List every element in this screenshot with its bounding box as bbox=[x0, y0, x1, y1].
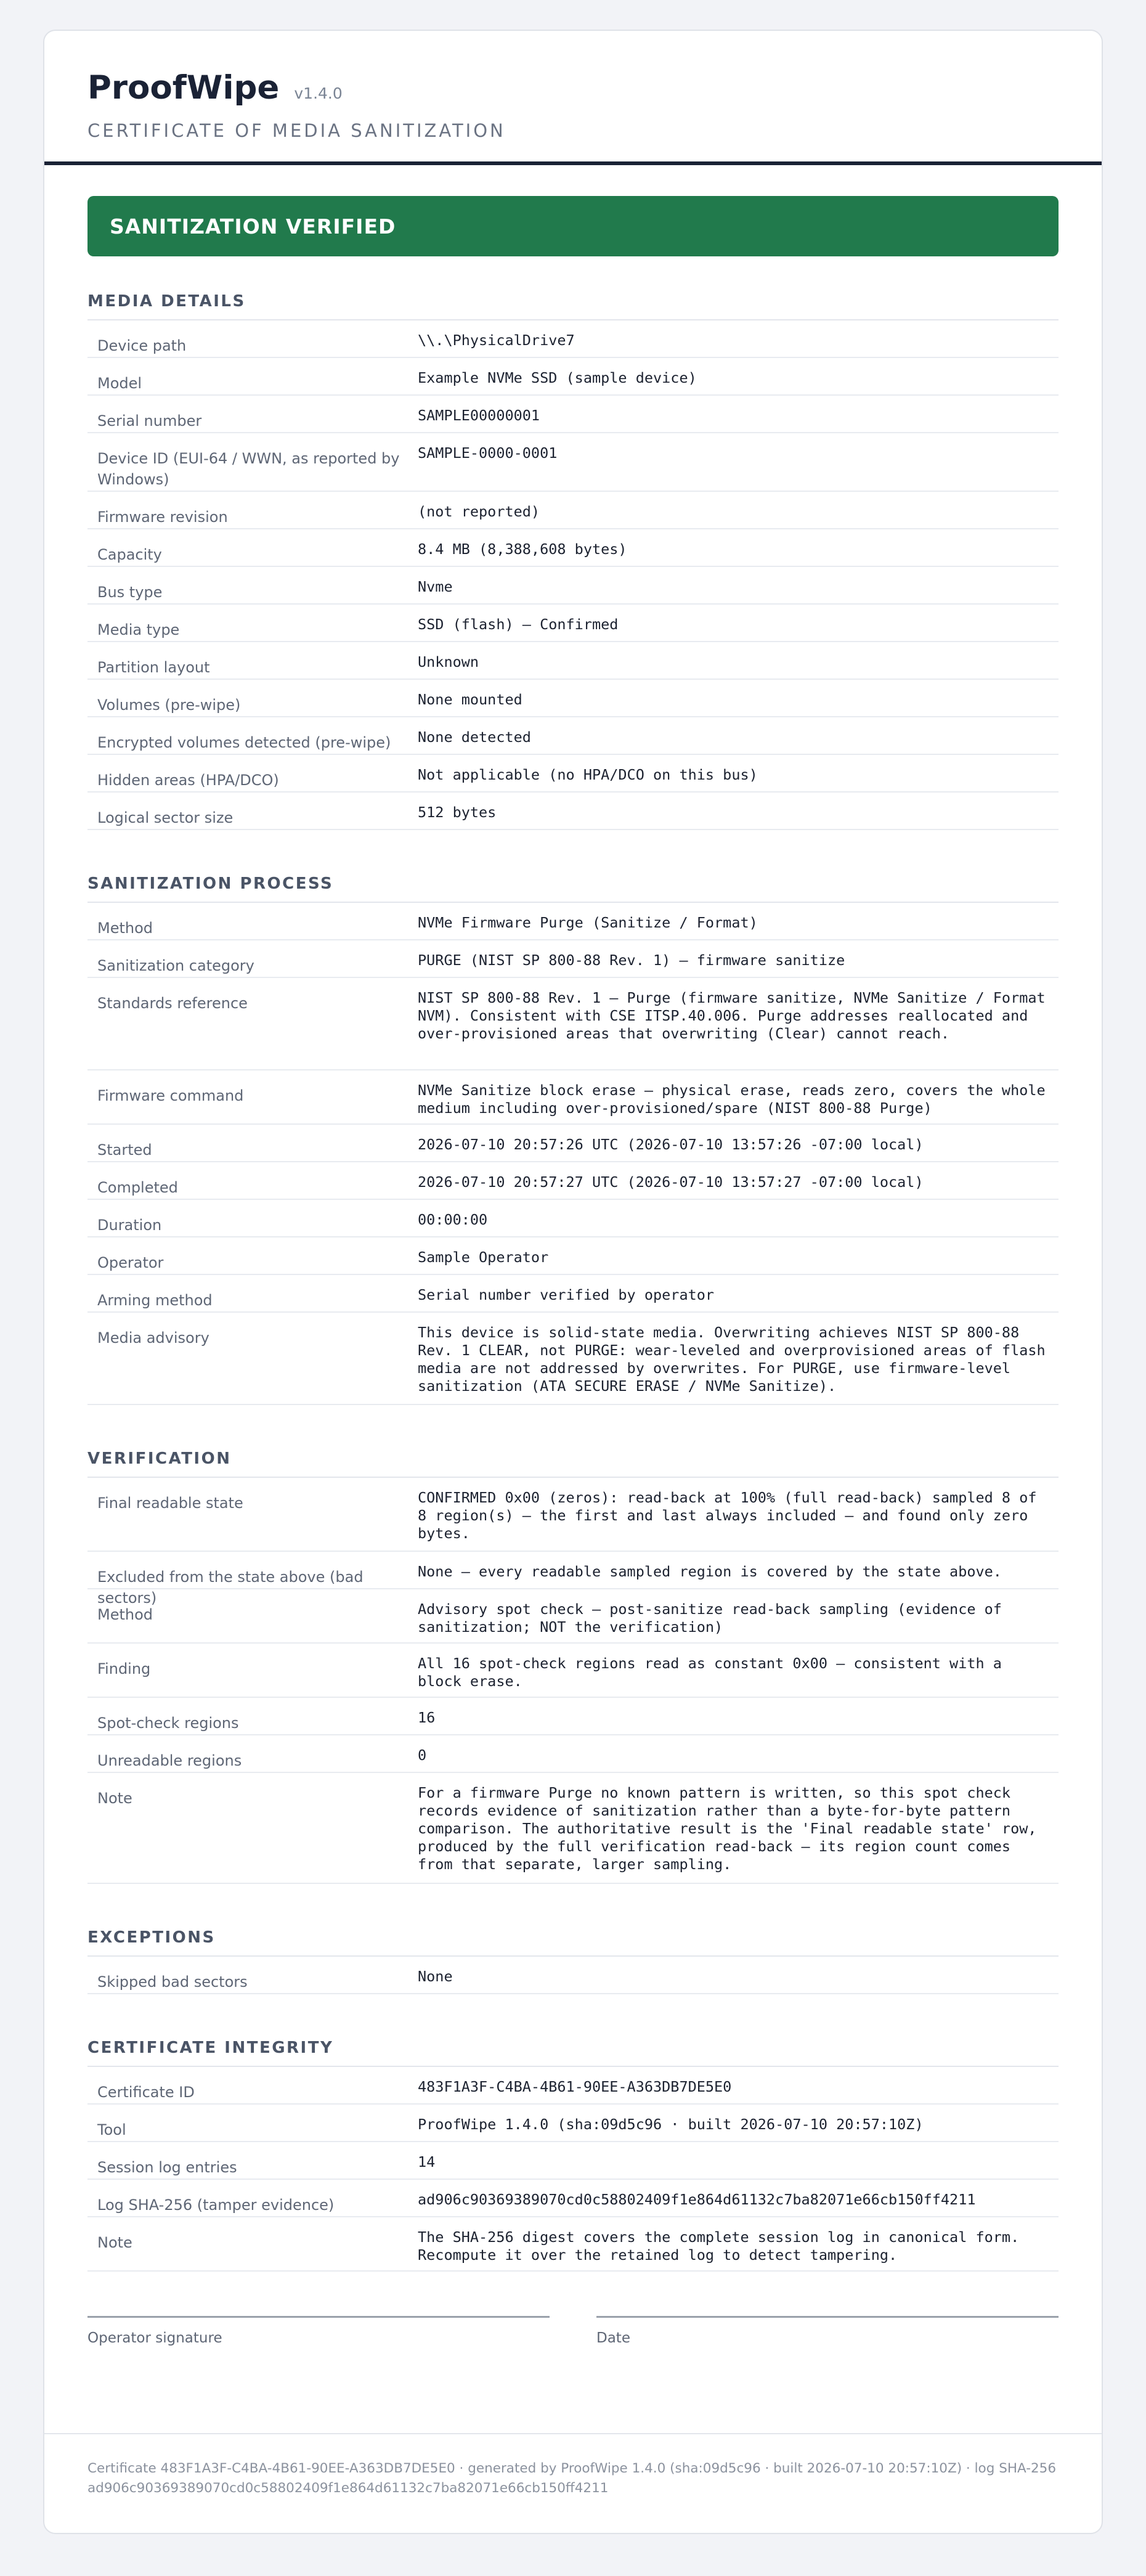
row-label: Session log entries bbox=[97, 2159, 237, 2176]
certificate-body bbox=[44, 196, 1102, 2346]
table-row bbox=[87, 1313, 1059, 1405]
row-value: (not reported) bbox=[418, 503, 540, 520]
row-value: None detected bbox=[418, 728, 531, 746]
row-label: Certificate ID bbox=[97, 2084, 195, 2101]
row-label: Note bbox=[97, 1790, 132, 1807]
row-value: Sample Operator bbox=[418, 1249, 549, 1266]
table-row bbox=[87, 1162, 1059, 1200]
row-value: None bbox=[418, 1968, 453, 1985]
section-title: MEDIA DETAILS bbox=[87, 287, 1059, 320]
row-value: 483F1A3F-C4BA-4B61-90EE-A363DB7DE5E0 bbox=[418, 2078, 732, 2095]
row-label: Method bbox=[97, 1606, 153, 1623]
row-label: Volumes (pre-wipe) bbox=[97, 696, 241, 714]
row-label: Model bbox=[97, 375, 142, 392]
row-label: Unreadable regions bbox=[97, 1752, 242, 1769]
row-label: Device ID (EUI-64 / WWN, as reported by Windows) bbox=[97, 450, 400, 488]
row-label: Note bbox=[97, 2234, 132, 2251]
row-label: Media advisory bbox=[97, 1329, 209, 1347]
row-label: Duration bbox=[97, 1217, 162, 1234]
table-row bbox=[87, 605, 1059, 642]
row-value: For a firmware Purge no known pattern is written, so this spot check records evidence of sanitization rather than a byte-for-byte pattern comparison. The authoritative result is the 'Final readable state' row, produced by the full verification read-back — its region count comes from that separate, larger sampling. bbox=[418, 1784, 1037, 1873]
row-value: ad906c90369389070cd0c58802409f1e864d61132c7ba82071e66cb150ff4211 bbox=[418, 2191, 976, 2208]
row-label: Spot-check regions bbox=[97, 1714, 239, 1732]
row-label: Tool bbox=[97, 2121, 126, 2138]
row-value: \\.\PhysicalDrive7 bbox=[418, 332, 575, 349]
row-value: 14 bbox=[418, 2153, 436, 2170]
row-label: Logical sector size bbox=[97, 809, 234, 826]
row-value: NVMe Sanitize block erase — physical erase, reads zero, covers the whole medium including over-provisioned/spare (NIST 800-88 Purge) bbox=[418, 1082, 1046, 1117]
row-value: Serial number verified by operator bbox=[418, 1286, 715, 1303]
table-row bbox=[87, 1478, 1059, 1552]
table-row bbox=[87, 358, 1059, 396]
row-label: Excluded from the state above (bad sectors) bbox=[97, 1568, 364, 1607]
row-label: Partition layout bbox=[97, 659, 210, 676]
table-row bbox=[87, 978, 1059, 1070]
table-row bbox=[87, 1957, 1059, 1994]
row-value: 0 bbox=[418, 1747, 427, 1764]
row-value: Nvme bbox=[418, 578, 453, 595]
table-row bbox=[87, 529, 1059, 567]
section-title: SANITIZATION PROCESS bbox=[87, 870, 1059, 903]
row-label: Arming method bbox=[97, 1292, 213, 1309]
row-label: Encrypted volumes detected (pre-wipe) bbox=[97, 734, 391, 751]
row-label: Serial number bbox=[97, 412, 202, 430]
row-value: 00:00:00 bbox=[418, 1211, 488, 1228]
table-row bbox=[87, 567, 1059, 605]
section-title: VERIFICATION bbox=[87, 1445, 1059, 1478]
table-row bbox=[87, 1735, 1059, 1773]
row-label: Standards reference bbox=[97, 995, 248, 1012]
table-row bbox=[87, 903, 1059, 940]
row-label: Capacity bbox=[97, 546, 162, 563]
table-row bbox=[87, 396, 1059, 433]
version-label: v1.4.0 bbox=[294, 84, 343, 102]
table-row bbox=[87, 1644, 1059, 1698]
table-row bbox=[87, 2180, 1059, 2217]
table-row bbox=[87, 2105, 1059, 2142]
certificate-header bbox=[44, 31, 1102, 165]
row-value: 512 bytes bbox=[418, 804, 497, 821]
row-value: None mounted bbox=[418, 691, 522, 708]
signature-block bbox=[87, 2316, 1059, 2346]
table-row bbox=[87, 1698, 1059, 1735]
row-value: This device is solid-state media. Overwriting achieves NIST SP 800-88 Rev. 1 CLEAR, not PURGE: wear-leveled and overprovisioned areas of flash media are not addressed by overwrites. For PURGE, use firmware-level sanitization (ATA SECURE ERASE / NVMe Sanitize). bbox=[418, 1324, 1046, 1395]
row-value: Advisory spot check — post-sanitize read-back sampling (evidence of sanitization; NOT the verification) bbox=[418, 1600, 1002, 1636]
table-row bbox=[87, 2142, 1059, 2180]
row-label: Skipped bad sectors bbox=[97, 1973, 248, 1991]
row-label: Firmware revision bbox=[97, 508, 228, 526]
section-media-details bbox=[87, 287, 1059, 830]
row-label: Finding bbox=[97, 1660, 151, 1677]
table-row bbox=[87, 1552, 1059, 1607]
row-value: SAMPLE00000001 bbox=[418, 407, 540, 424]
section-title: EXCEPTIONS bbox=[87, 1923, 1059, 1957]
row-label: Bus type bbox=[97, 584, 163, 601]
table-row bbox=[87, 1773, 1059, 1884]
row-label: Method bbox=[97, 919, 153, 937]
table-row bbox=[87, 1237, 1059, 1275]
table-row bbox=[87, 492, 1059, 529]
row-label: Started bbox=[97, 1141, 152, 1159]
row-value: SAMPLE-0000-0001 bbox=[418, 444, 558, 462]
table-row bbox=[87, 1589, 1059, 1644]
brand bbox=[87, 69, 1059, 107]
table-row bbox=[87, 433, 1059, 492]
table-row bbox=[87, 793, 1059, 830]
section-verification bbox=[87, 1445, 1059, 1884]
row-value: PURGE (NIST SP 800-88 Rev. 1) — firmware sanitize bbox=[418, 952, 845, 969]
row-value: CONFIRMED 0x00 (zeros): read-back at 100% (full read-back) sampled 8 of 8 region(s) — the first and last always included — and found only zero bytes. bbox=[418, 1489, 1037, 1542]
certificate-footer bbox=[44, 2433, 1102, 2533]
table-row bbox=[87, 755, 1059, 793]
footer-line: ad906c90369389070cd0c58802409f1e864d61132c7ba82071e66cb150ff4211 bbox=[87, 2480, 609, 2496]
row-label: Log SHA-256 (tamper evidence) bbox=[97, 2196, 335, 2214]
row-label: Firmware command bbox=[97, 1087, 244, 1104]
table-row bbox=[87, 2217, 1059, 2272]
status-banner: SANITIZATION VERIFIED bbox=[87, 196, 1059, 256]
row-value: The SHA-256 digest covers the complete session log in canonical form. Recompute it over the retained log to detect tampering. bbox=[418, 2228, 1020, 2264]
row-label: Final readable state bbox=[97, 1494, 243, 1512]
row-value: 2026-07-10 20:57:26 UTC (2026-07-10 13:57:26 -07:00 local) bbox=[418, 1136, 924, 1153]
row-label: Completed bbox=[97, 1179, 178, 1196]
section-exceptions bbox=[87, 1923, 1059, 1994]
row-value: All 16 spot-check regions read as constant 0x00 — consistent with a block erase. bbox=[418, 1655, 1002, 1690]
date-line: Date bbox=[596, 2316, 1059, 2346]
row-value: SSD (flash) — Confirmed bbox=[418, 616, 619, 633]
table-row bbox=[87, 2067, 1059, 2105]
section-sanitization-process bbox=[87, 870, 1059, 1405]
row-label: Operator bbox=[97, 1254, 164, 1271]
row-value: NVMe Firmware Purge (Sanitize / Format) bbox=[418, 914, 758, 931]
row-label: Sanitization category bbox=[97, 957, 254, 974]
table-row bbox=[87, 642, 1059, 680]
section-certificate-integrity bbox=[87, 2034, 1059, 2272]
row-value: Example NVMe SSD (sample device) bbox=[418, 369, 697, 386]
row-value: None — every readable sampled region is covered by the state above. bbox=[418, 1563, 1002, 1580]
row-value: 8.4 MB (8,388,608 bytes) bbox=[418, 540, 627, 558]
row-label: Media type bbox=[97, 621, 180, 638]
certificate-subtitle: CERTIFICATE OF MEDIA SANITIZATION bbox=[87, 120, 506, 141]
table-row bbox=[87, 320, 1059, 358]
row-value: NIST SP 800-88 Rev. 1 — Purge (firmware sanitize, NVMe Sanitize / Format NVM). Consistent with CSE ITSP.40.006. Purge addresses reallocated and over-provisioned areas that overwriting (Clear) cannot reach. bbox=[418, 989, 1046, 1042]
operator-signature-line: Operator signature bbox=[87, 2316, 550, 2346]
section-title: CERTIFICATE INTEGRITY bbox=[87, 2034, 1059, 2067]
app-title: ProofWipe bbox=[87, 69, 280, 107]
table-row bbox=[87, 1275, 1059, 1313]
table-row bbox=[87, 1125, 1059, 1162]
row-label: Hidden areas (HPA/DCO) bbox=[97, 772, 279, 789]
row-value: Not applicable (no HPA/DCO on this bus) bbox=[418, 766, 758, 783]
certificate-card bbox=[43, 30, 1103, 2534]
row-value: Unknown bbox=[418, 653, 479, 670]
row-value: 16 bbox=[418, 1709, 436, 1726]
table-row bbox=[87, 1070, 1059, 1125]
table-row bbox=[87, 940, 1059, 978]
table-row bbox=[87, 717, 1059, 755]
row-label: Device path bbox=[97, 337, 187, 354]
row-value: 2026-07-10 20:57:27 UTC (2026-07-10 13:57:27 -07:00 local) bbox=[418, 1173, 924, 1191]
table-row bbox=[87, 1200, 1059, 1237]
table-row bbox=[87, 680, 1059, 717]
row-value: ProofWipe 1.4.0 (sha:09d5c96 · built 2026-07-10 20:57:10Z) bbox=[418, 2116, 924, 2133]
footer-line: Certificate 483F1A3F-C4BA-4B61-90EE-A363DB7DE5E0 · generated by ProofWipe 1.4.0 (sha:09d5c96 · built 2026-07-10 20:57:10Z) · log SHA-256 bbox=[87, 2461, 1057, 2476]
